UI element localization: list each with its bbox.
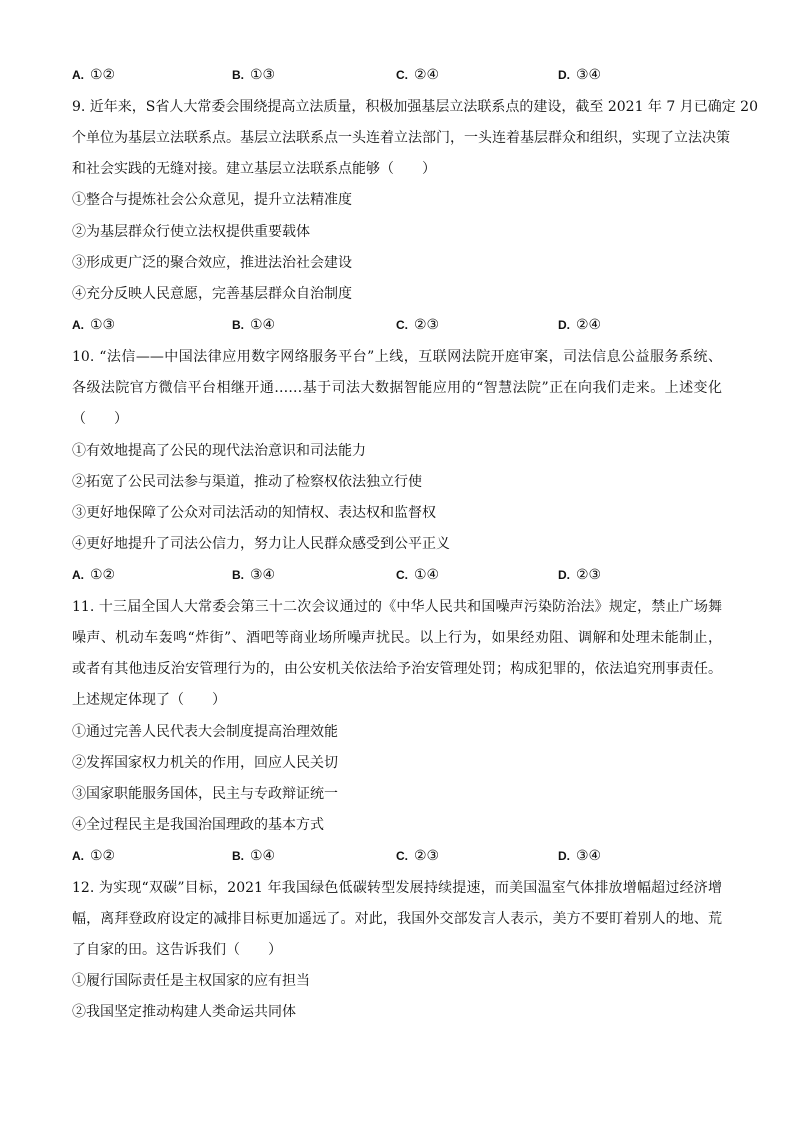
statement-item: ①通过完善人民代表大会制度提高治理效能 xyxy=(72,724,338,740)
option-b[interactable]: B. ①④ xyxy=(232,317,276,333)
question-stem-line: 上述规定体现了（ ） xyxy=(72,692,226,708)
statement-item: ①整合与提炼社会公众意见，提升立法精准度 xyxy=(72,192,352,208)
answer-options xyxy=(72,315,722,335)
answer-options xyxy=(72,846,722,866)
option-b[interactable]: B. ①④ xyxy=(232,848,276,864)
prev-question-options xyxy=(72,65,722,85)
option-a[interactable]: A. ①② xyxy=(72,567,116,583)
statement-item: ④全过程民主是我国治国理政的基本方式 xyxy=(72,817,324,833)
option-b[interactable]: B. ③④ xyxy=(232,567,276,583)
statement-item: ④充分反映人民意愿，完善基层群众自治制度 xyxy=(72,286,352,302)
question-stem-line: 幅，离拜登政府设定的减排目标更加遥远了。对此，我国外交部发言人表示，美方不要盯着别人的地、荒 xyxy=(72,911,722,927)
statement-item: ①有效地提高了公民的现代法治意识和司法能力 xyxy=(72,443,366,459)
question-stem-line: 12. 为实现“双碳”目标，2021 年我国绿色低碳转型发展持续提速，而美国温室气体排放增幅超过经济增 xyxy=(72,880,722,896)
question-stem-line: 10. “法信——中国法律应用数字网络服务平台”上线，互联网法院开庭审案，司法信息公益服务系统、 xyxy=(72,349,722,365)
question-stem-line: 噪声、机动车轰鸣“炸街”、酒吧等商业场所噪声扰民。以上行为，如果经劝阻、调解和处理未能制止， xyxy=(72,630,722,646)
question-stem-line: 了自家的田。这告诉我们（ ） xyxy=(72,942,282,958)
option-c[interactable]: C. ②③ xyxy=(396,848,440,864)
statement-item: ②为基层群众行使立法权提供重要载体 xyxy=(72,224,310,240)
option-c[interactable]: C. ①④ xyxy=(396,567,440,583)
option-d[interactable]: D. ②③ xyxy=(558,567,602,583)
question-stem-line: 11. 十三届全国人大常委会第三十二次会议通过的《中华人民共和国噪声污染防治法》规定，禁止广场舞 xyxy=(72,599,722,615)
statement-item: ②我国坚定推动构建人类命运共同体 xyxy=(72,1004,296,1020)
option-d[interactable]: D. ③④ xyxy=(558,848,602,864)
statement-item: ③国家职能服务国体，民主与专政辩证统一 xyxy=(72,786,338,802)
option-c[interactable]: C. ②④ xyxy=(396,67,440,83)
question-stem-line: 和社会实践的无缝对接。建立基层立法联系点能够（ ） xyxy=(72,161,436,177)
question-stem-line: 各级法院官方微信平台相继开通……基于司法大数据智能应用的“智慧法院”正在向我们走来。上述变化 xyxy=(72,380,722,396)
question-stem-line: 个单位为基层立法联系点。基层立法联系点一头连着立法部门，一头连着基层群众和组织，实现了立法决策 xyxy=(72,130,730,146)
option-c[interactable]: C. ②③ xyxy=(396,317,440,333)
answer-options xyxy=(72,565,722,585)
option-a[interactable]: A. ①③ xyxy=(72,317,116,333)
question-stem-line: （ ） xyxy=(72,411,128,427)
option-b[interactable]: B. ①③ xyxy=(232,67,276,83)
statement-item: ②发挥国家权力机关的作用，回应人民关切 xyxy=(72,755,338,771)
statement-item: ③更好地保障了公众对司法活动的知情权、表达权和监督权 xyxy=(72,505,436,521)
statement-item: ①履行国际责任是主权国家的应有担当 xyxy=(72,973,310,989)
question-stem-line: 或者有其他违反治安管理行为的，由公安机关依法给予治安管理处罚；构成犯罪的，依法追究刑事责任。 xyxy=(72,661,722,677)
option-a[interactable]: A. ①② xyxy=(72,848,116,864)
option-d[interactable]: D. ②④ xyxy=(558,317,602,333)
statement-item: ④更好地提升了司法公信力，努力让人民群众感受到公平正义 xyxy=(72,536,450,552)
question-stem-line: 9. 近年来，S省人大常委会围绕提高立法质量，积极加强基层立法联系点的建设，截至 2021 年 7 月已确定 20 xyxy=(72,99,758,115)
option-a[interactable]: A. ①② xyxy=(72,67,116,83)
statement-item: ③形成更广泛的聚合效应，推进法治社会建设 xyxy=(72,255,352,271)
option-d[interactable]: D. ③④ xyxy=(558,67,602,83)
statement-item: ②拓宽了公民司法参与渠道，推动了检察权依法独立行使 xyxy=(72,474,422,490)
